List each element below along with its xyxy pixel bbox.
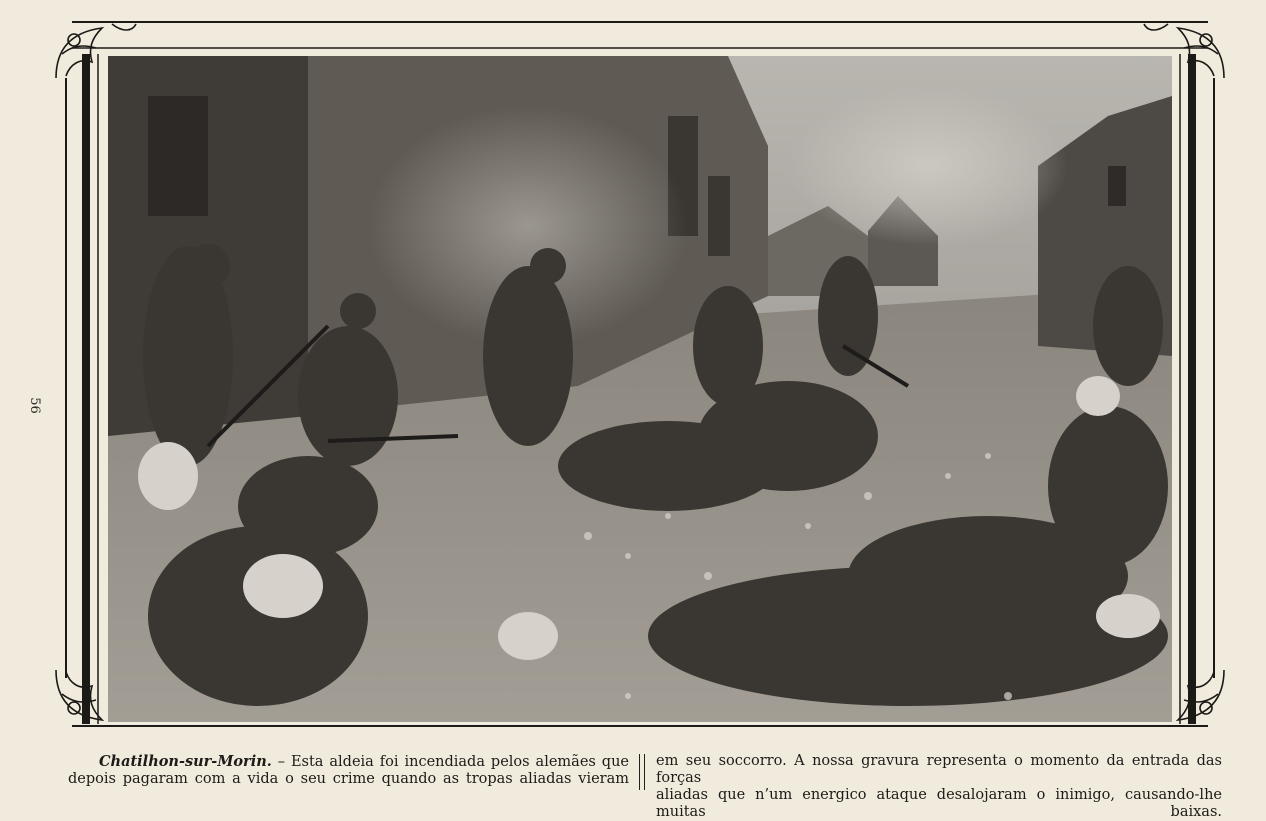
page-number: 56 (26, 397, 42, 414)
ornamental-frame (52, 18, 1228, 730)
caption (68, 753, 1223, 820)
caption-right-line-1: em seu soccorro. A nossa gravura representa o momento da entrada das forças (656, 753, 1222, 786)
caption-title: Chatilhon-sur-Morin. (99, 753, 272, 770)
caption-divider (637, 754, 647, 790)
battle-engraving (108, 56, 1172, 722)
caption-left-line-1-text: – Esta aldeia foi incendiada pelos alemães que (271, 754, 629, 770)
caption-right-column (656, 753, 1222, 821)
caption-left-line-2: depois pagaram com a vida o seu crime quando as tropas aliadas vieram (68, 771, 629, 787)
caption-right-line-2: aliadas que n’um energico ataque desalojaram o inimigo, causando-lhe muitas baixas. (656, 787, 1222, 820)
caption-left-column (68, 753, 629, 788)
engraving-battle-scene-icon (108, 56, 1172, 722)
caption-left-line-1 (68, 753, 629, 771)
